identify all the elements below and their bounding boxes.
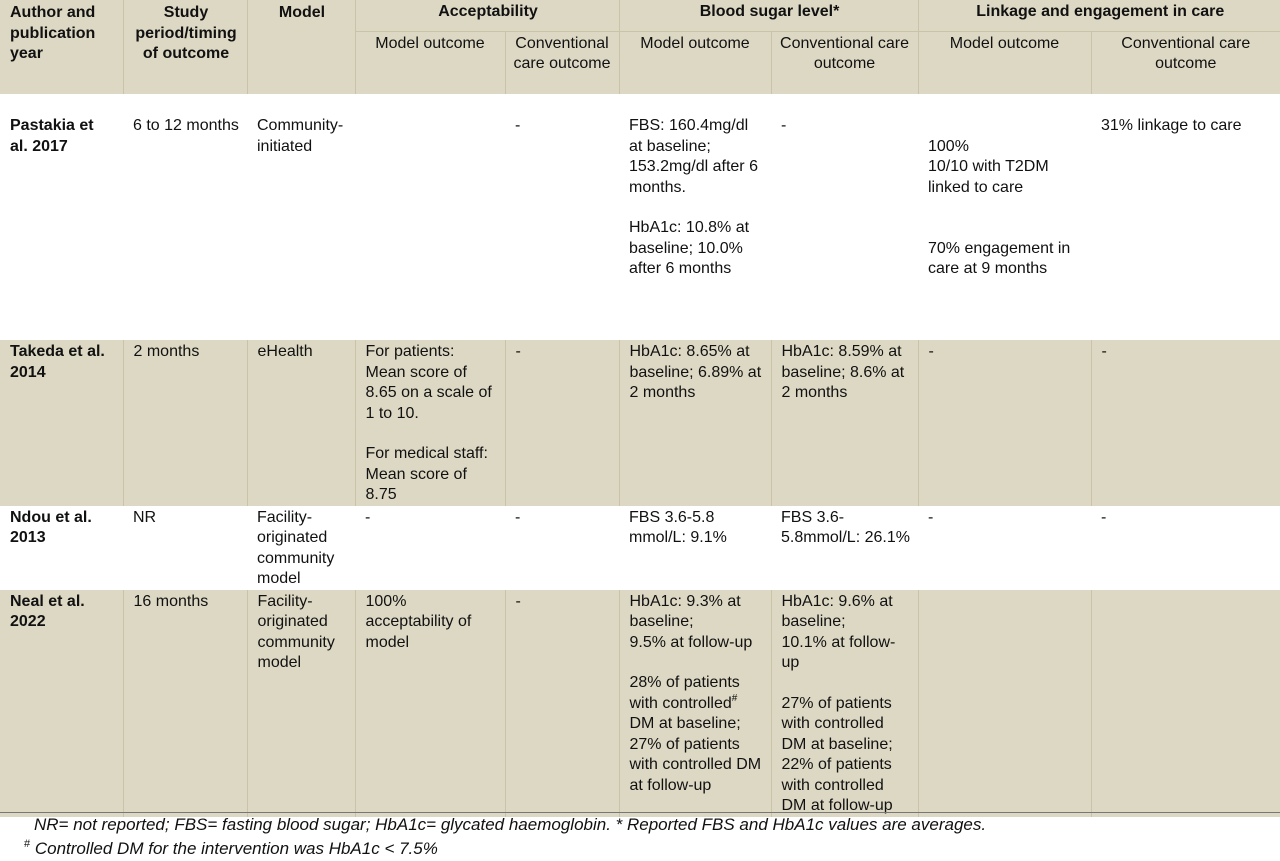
cell-link-model <box>918 590 1091 817</box>
note-abbreviations: NR= not reported; FBS= fasting blood sugar; HbA1c= glycated haemoglobin. * Reported FBS and HbA1c values are averages. <box>34 815 987 834</box>
table-notes <box>0 812 1280 861</box>
cell-text: 27% of patients with controlled DM at baseline; 22% of patients with controlled DM at follow-up <box>781 694 893 814</box>
cell-model: Community-initiated <box>247 94 355 340</box>
cell-link-conv <box>1091 590 1280 817</box>
cell-author: Ndou et al. 2013 <box>0 506 123 590</box>
cell-link-conv: - <box>1091 506 1280 590</box>
cell-acc-model <box>355 340 505 506</box>
header-bs-model-outcome: Model outcome <box>619 31 771 94</box>
cell-text: 100% 10/10 with T2DM linked to care <box>928 137 1049 196</box>
table-row <box>0 94 1280 340</box>
cell-acc-conv: - <box>505 506 619 590</box>
cell-bs-conv: HbA1c: 8.59% at baseline; 8.6% at 2 months <box>771 340 918 506</box>
cell-text: 70% engagement in care at 9 months <box>928 239 1071 277</box>
cell-text: For patients: Mean score of 8.65 on a scale of 1 to 10. <box>365 343 492 422</box>
cell-acc-conv: - <box>505 340 619 506</box>
header-bs-conventional-outcome: Conventional care outcome <box>771 31 918 94</box>
cell-text <box>630 673 763 796</box>
cell-period: 6 to 12 months <box>123 94 247 340</box>
header-blood-sugar: Blood sugar level* <box>619 0 918 31</box>
cell-bs-model <box>619 94 771 340</box>
cell-model: Facility-originated community model <box>247 506 355 590</box>
cell-bs-conv: - <box>771 94 918 340</box>
cell-acc-model <box>355 94 505 340</box>
cell-model: eHealth <box>247 340 355 506</box>
header-acceptability: Acceptability <box>355 0 619 31</box>
note-controlled-dm <box>0 837 1280 861</box>
cell-acc-model: - <box>355 506 505 590</box>
cell-text-part: 28% of patients with controlled <box>629 674 740 712</box>
cell-link-model: - <box>918 340 1091 506</box>
cell-acc-conv: - <box>505 94 619 340</box>
note-text: Controlled DM for the intervention was HbA1c < 7.5% <box>30 839 438 858</box>
header-acc-conventional-outcome: Conventional care outcome <box>505 31 619 94</box>
cell-text: HbA1c: 9.6% at baseline; 10.1% at follow-up <box>781 592 896 671</box>
table-row <box>0 506 1280 590</box>
header-linkage: Linkage and engagement in care <box>918 0 1280 31</box>
footnote-marker: # <box>731 692 738 704</box>
footnote-marker: # <box>24 838 31 850</box>
header-model: Model <box>247 0 355 94</box>
cell-model: Facility-originated community model <box>247 590 355 817</box>
cell-author: Neal et al. 2022 <box>0 590 123 817</box>
cell-text: FBS: 160.4mg/dl at baseline; 153.2mg/dl after 6 months. <box>629 117 758 196</box>
header-study-period: Study period/timing of outcome <box>123 0 247 94</box>
cell-bs-conv: FBS 3.6-5.8mmol/L: 26.1% <box>771 506 918 590</box>
cell-text: For medical staff: Mean score of 8.75 <box>365 445 488 503</box>
cell-bs-model <box>619 590 771 817</box>
cell-link-model: - <box>918 506 1091 590</box>
header-acc-model-outcome: Model outcome <box>355 31 505 94</box>
header-link-conventional-outcome: Conventional care outcome <box>1091 31 1280 94</box>
cell-author: Takeda et al. 2014 <box>0 340 123 506</box>
cell-link-conv: 31% linkage to care <box>1091 94 1280 340</box>
cell-link-conv: - <box>1091 340 1280 506</box>
cell-bs-model: FBS 3.6-5.8 mmol/L: 9.1% <box>619 506 771 590</box>
cell-acc-conv: - <box>505 590 619 817</box>
cell-text: HbA1c: 10.8% at baseline; 10.0% after 6 months <box>629 219 750 277</box>
table-row <box>0 590 1280 817</box>
table-row <box>0 340 1280 506</box>
cell-bs-conv <box>771 590 918 817</box>
cell-period: NR <box>123 506 247 590</box>
cell-period: 2 months <box>123 340 247 506</box>
header-author: Author and publication year <box>0 0 123 94</box>
cell-period: 16 months <box>123 590 247 817</box>
cell-text: HbA1c: 9.3% at baseline; 9.5% at follow-up <box>629 592 753 651</box>
cell-acc-model: 100% acceptability of model <box>355 590 505 817</box>
cell-author: Pastakia et al. 2017 <box>0 94 123 340</box>
cell-bs-model: HbA1c: 8.65% at baseline; 6.89% at 2 months <box>619 340 771 506</box>
header-link-model-outcome: Model outcome <box>918 31 1091 94</box>
cell-text-part: DM at baseline; 27% of patients with controlled DM at follow-up <box>629 715 762 794</box>
cell-link-model <box>918 94 1091 340</box>
